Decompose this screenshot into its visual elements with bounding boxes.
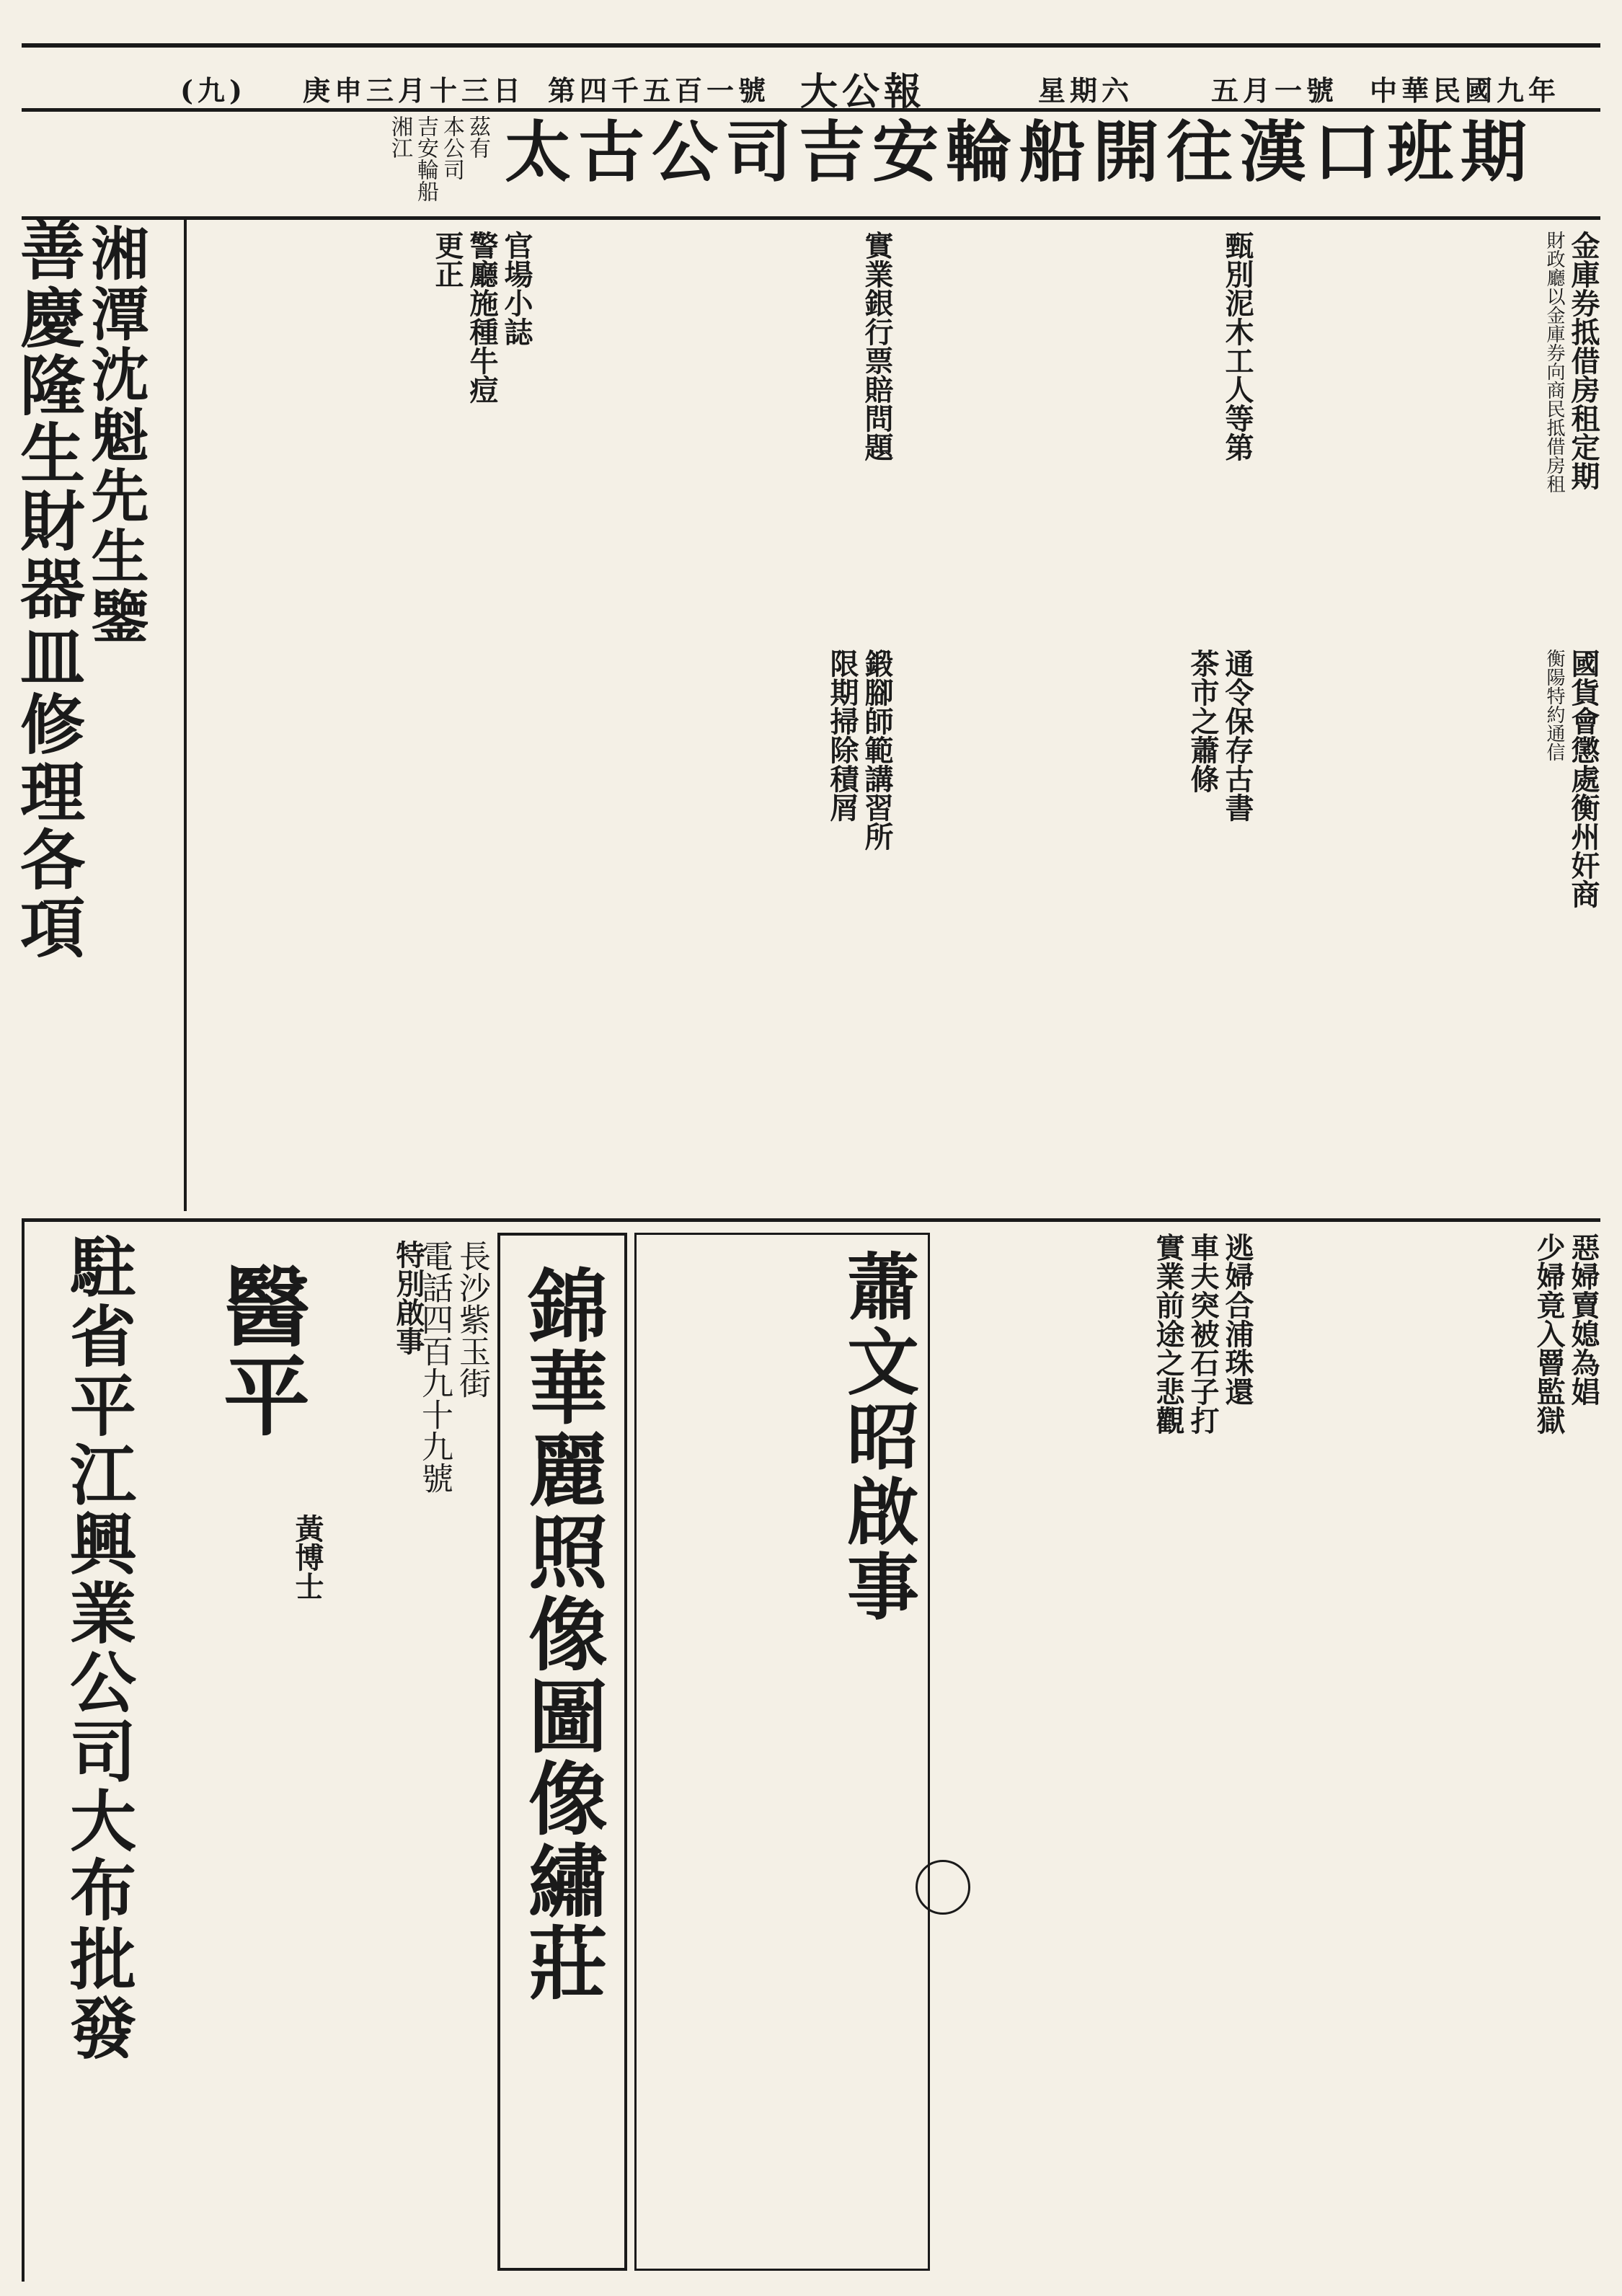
masthead-lunar: 庚申三月十三日 — [303, 74, 526, 107]
col-guanchang — [195, 231, 533, 1211]
keinu-title: 惡婦賣媳為娼 — [1566, 1233, 1600, 1406]
tongling-title: 通令保存古書 — [1220, 649, 1254, 822]
finance-sub: 財政廳以金庫券向商民抵借房租 — [1543, 231, 1565, 493]
col-keinu — [1269, 1233, 1600, 2271]
medical-title: 醫平 — [209, 1262, 311, 1440]
zhu-title: 駐省平江興業公司大布批發 — [59, 1233, 137, 2063]
car-title: 車夫突被石子打 — [1186, 1233, 1220, 1435]
guanchang-title: 官場小誌 — [500, 231, 533, 346]
photo-studio-ad — [497, 1233, 627, 2271]
jingting-title: 警廳施種牛痘 — [465, 231, 499, 404]
masthead-year: 中華民國九年 — [1370, 74, 1561, 107]
medical-doc-col — [180, 1514, 324, 2264]
tea-title: 茶市之蕭條 — [1186, 649, 1220, 793]
escape-title: 逃婦合浦珠還 — [1220, 1233, 1254, 1406]
photo-title: 錦華麗照像圖像繡莊 — [515, 1264, 608, 2004]
masthead-date: 五月一號 — [1211, 74, 1339, 107]
masthead-edition: (九) — [180, 74, 247, 107]
xianqi-title: 限期掃除積屑 — [825, 649, 859, 822]
masthead-weekday: 星期六 — [1038, 74, 1134, 107]
photo-address-col — [416, 1240, 490, 2264]
masthead-issue: 第四千五百一號 — [548, 74, 771, 107]
ad-xiangtan: 湘潭沈魁先生鑒 — [81, 223, 149, 647]
young-title: 少婦竟入罾監獄 — [1532, 1233, 1566, 1435]
col-lianhua — [548, 649, 894, 1211]
prospect-title: 實業前途之悲觀 — [1151, 1233, 1185, 1435]
photo-phone: 電話四百九十九號 — [416, 1240, 453, 1494]
banner-rule — [22, 216, 1600, 220]
lianhua-title: 鍛腳師範講習所 — [860, 649, 894, 851]
banner-schedule-1: 茲有 — [465, 115, 490, 159]
banner-schedule-3: 吉安輪船 — [413, 115, 438, 202]
banner-schedule-2: 本公司 — [439, 115, 464, 180]
left-rule-2 — [22, 1222, 25, 2282]
special-notice-col — [346, 1240, 425, 2264]
fufeng-title: 更正 — [430, 231, 464, 288]
col-natgoods — [1269, 649, 1600, 1211]
gold-title: 甄別泥木工人等第 — [1220, 231, 1254, 461]
col-bank — [548, 231, 894, 634]
col-finance — [1269, 231, 1600, 634]
photo-address: 長沙紫玉街 — [453, 1240, 490, 1399]
hengyang-title: 衡陽特約通信 — [1543, 649, 1565, 761]
natgoods-title: 國貨會懲處衡州奸商 — [1566, 649, 1600, 908]
banner-schedule-4: 湘江 — [387, 115, 412, 159]
xiao-wen-notice — [634, 1233, 930, 2271]
seal-stamp — [916, 1860, 970, 1915]
finance-title: 金庫券抵借房租定期 — [1566, 231, 1600, 490]
masthead-paper: 大公報 — [800, 70, 926, 114]
col-tongling — [908, 649, 1254, 1211]
special-notice: 特別啟事 — [391, 1240, 425, 1355]
mid-rule — [22, 1218, 1600, 1222]
medical-doc: 黃博士 — [291, 1514, 324, 1600]
left-rule-1 — [184, 216, 187, 1211]
banner-schedule — [173, 115, 490, 216]
col-gold — [908, 231, 1254, 634]
top-rule — [22, 43, 1600, 48]
banner-headline: 太古公司吉安輪船開往漢口班期 — [505, 113, 1535, 191]
xiao-wen-title: 蕭文昭啟事 — [835, 1249, 920, 1624]
ad-repair: 善慶隆生財器皿修理各項 — [9, 216, 85, 962]
col-escape — [944, 1233, 1254, 2271]
bank-title: 實業銀行票賠問題 — [860, 231, 894, 461]
